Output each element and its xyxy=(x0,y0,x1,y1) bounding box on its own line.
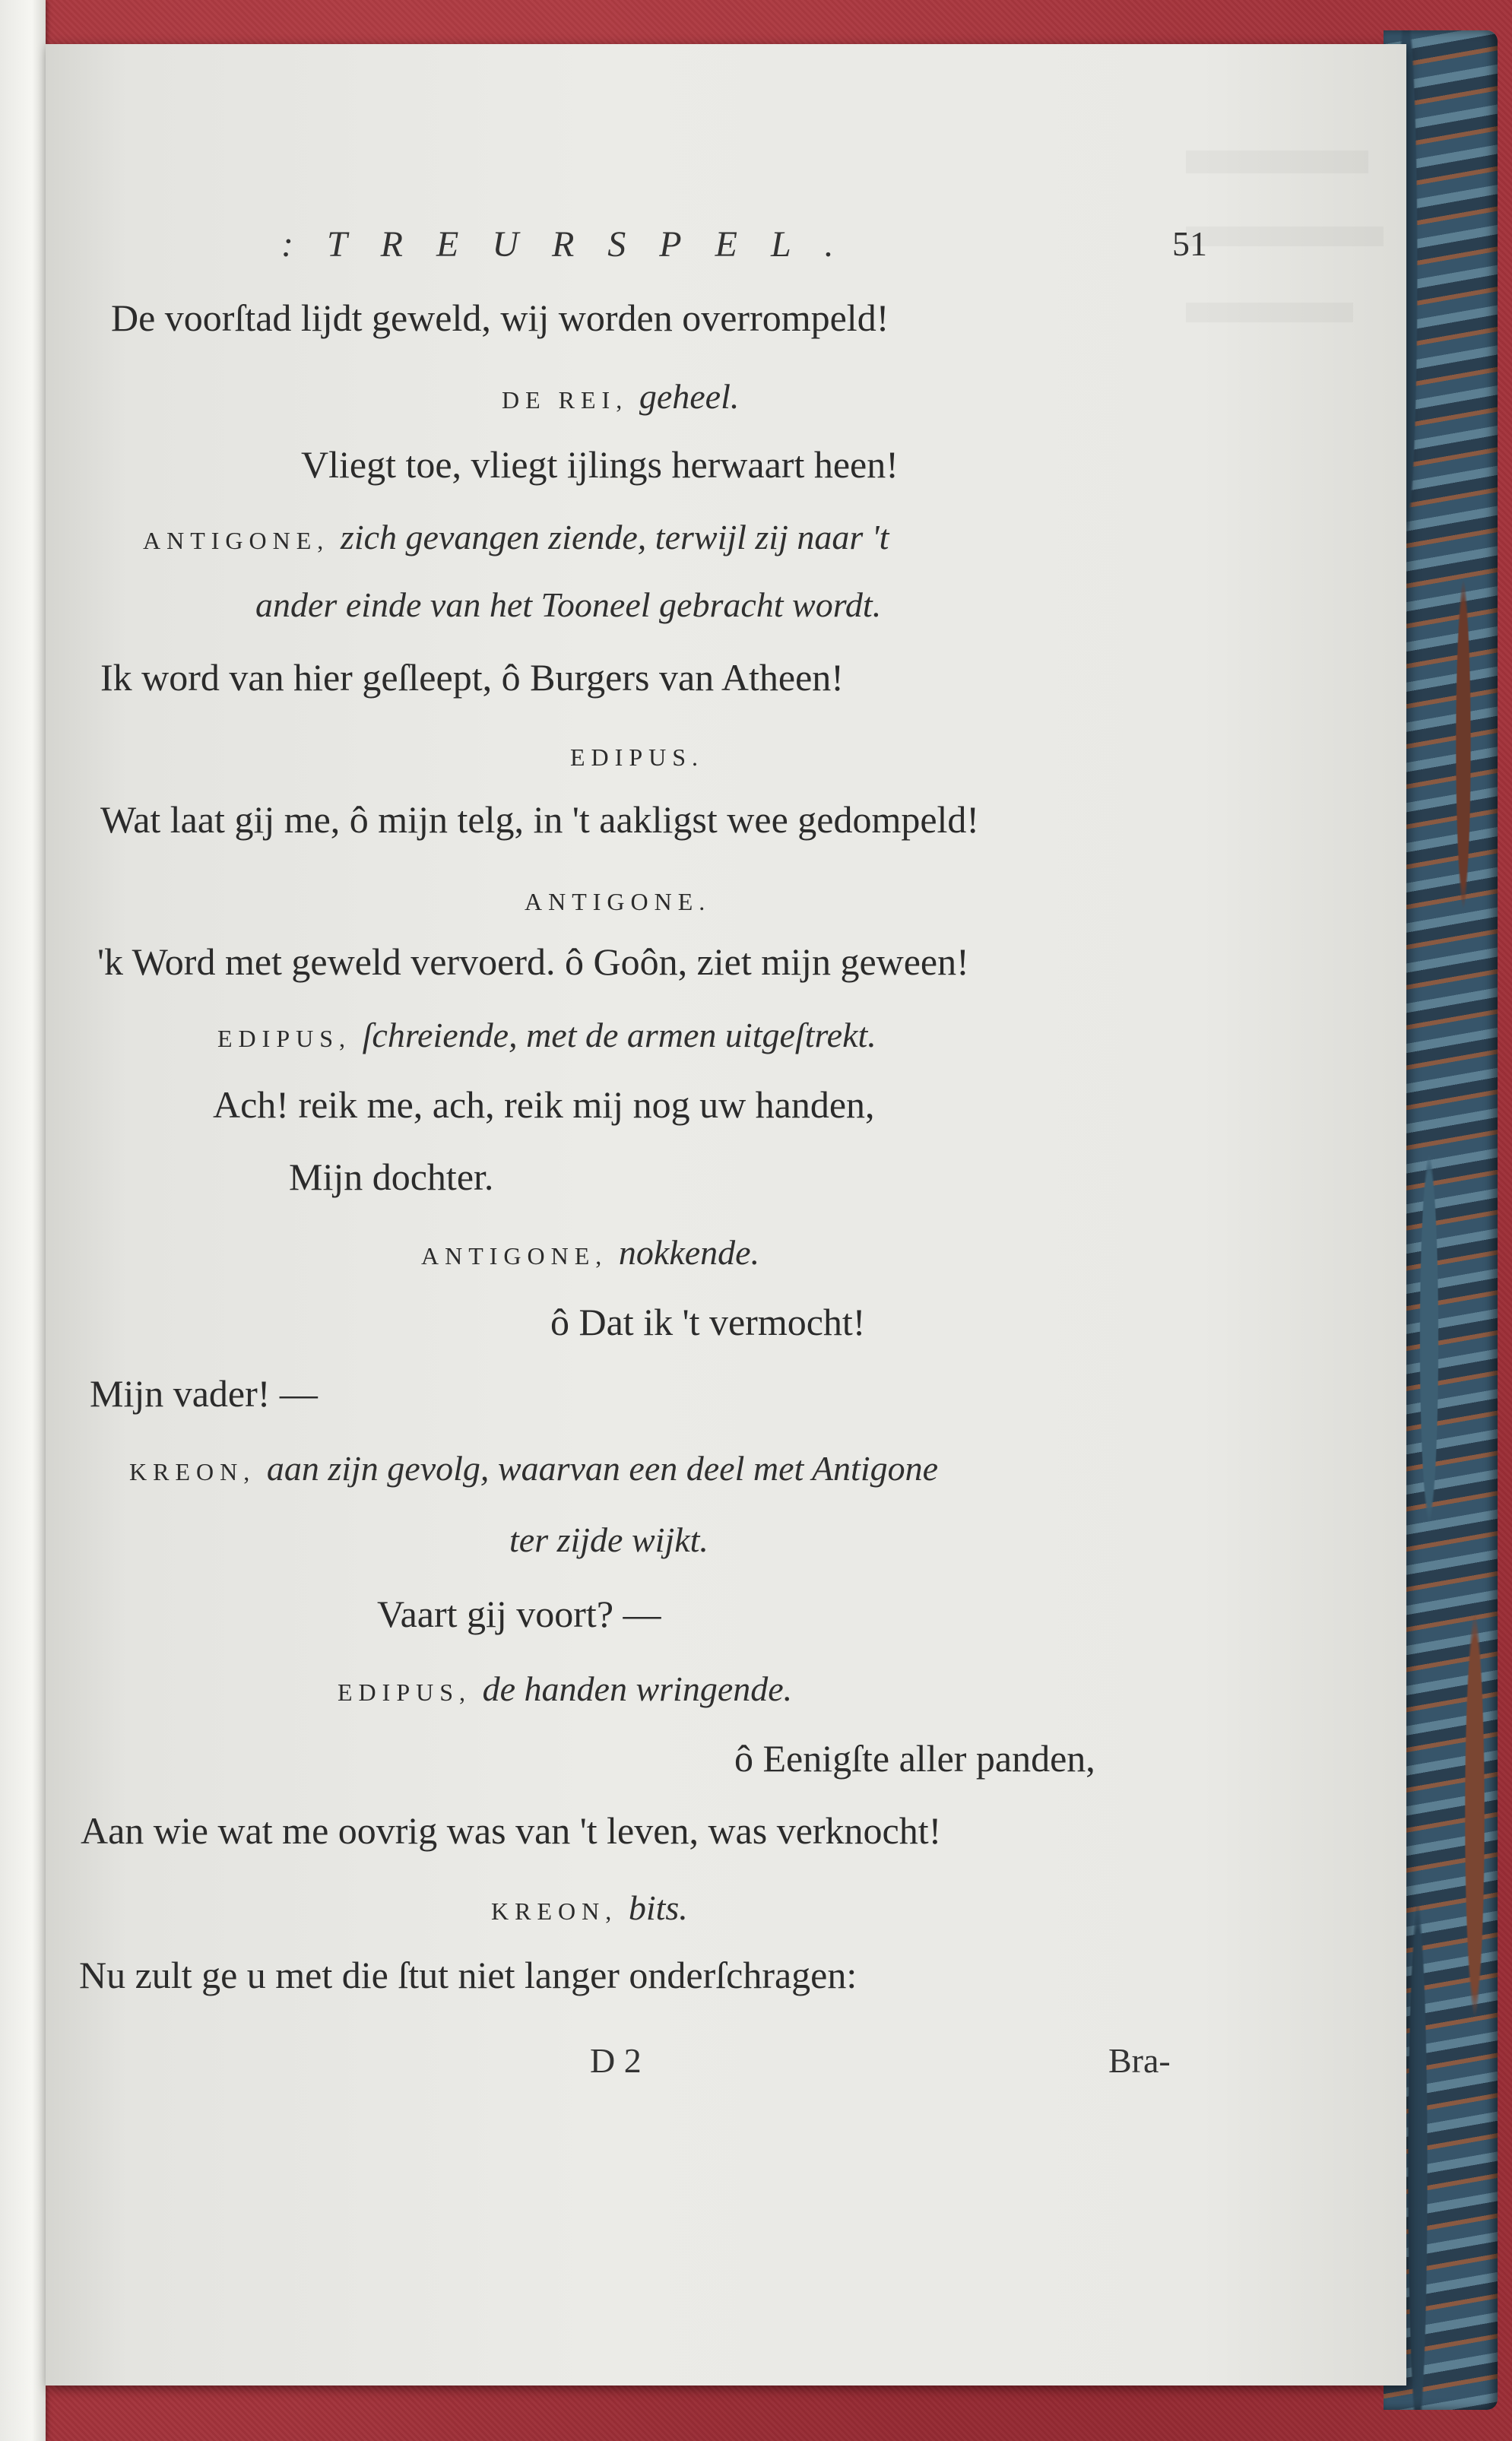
stage-direction: de handen wringende. xyxy=(482,1669,793,1708)
stage-direction: bits. xyxy=(628,1888,688,1927)
verse-line: Mijn vader! — xyxy=(90,1372,318,1415)
verse-line: Ik word van hier geſleept, ô Burgers van Atheen! xyxy=(100,656,844,699)
verse-line: Nu zult ge u met die ſtut niet langer onderſchragen: xyxy=(79,1954,857,1996)
verse-line: Mijn dochter. xyxy=(289,1156,494,1198)
verse-line: ô Dat ik 't vermocht! xyxy=(550,1301,866,1343)
speaker-name: KREON, xyxy=(129,1458,256,1485)
running-head-title: :TREURSPEL. xyxy=(281,224,867,265)
speaker-heading xyxy=(525,880,711,915)
show-through-smudge xyxy=(1186,151,1368,173)
signature-mark: D 2 xyxy=(590,2041,642,2080)
stage-direction: geheel. xyxy=(639,377,740,416)
stage-direction: nokkende. xyxy=(618,1233,760,1272)
catchword: Bra- xyxy=(1108,2041,1171,2080)
speaker-heading xyxy=(129,1450,938,1486)
verse-line: Wat laat gij me, ô mijn telg, in 't aakligst wee gedompeld! xyxy=(100,798,980,841)
speaker-name: ANTIGONE, xyxy=(421,1242,608,1270)
stage-direction: zich gevangen ziende, terwijl zij naar 't xyxy=(340,518,889,556)
verse-line: Ach! reik me, ach, reik mij nog uw handen, xyxy=(213,1083,875,1126)
verse-line: De voorſtad lijdt geweld, wij worden overrompeld! xyxy=(111,296,889,339)
speaker-heading xyxy=(421,1235,759,1270)
speaker-heading xyxy=(491,1890,688,1926)
verse-line: ô Eenigſte aller panden, xyxy=(734,1737,1095,1780)
speaker-name: EDIPUS. xyxy=(570,743,705,771)
show-through-smudge xyxy=(1186,303,1353,322)
speaker-name: EDIPUS, xyxy=(217,1025,352,1052)
speaker-heading xyxy=(338,1671,792,1707)
speaker-name: ANTIGONE. xyxy=(525,888,712,915)
speaker-name: DE REI, xyxy=(502,386,629,414)
speaker-name: ANTIGONE, xyxy=(143,527,330,554)
speaker-heading xyxy=(502,379,739,414)
stage-direction: ſchreiende, met de armen uitgeſtrekt. xyxy=(362,1016,876,1054)
verse-line: Vliegt toe, vliegt ijlings herwaart heen! xyxy=(301,443,899,486)
previous-page-edge xyxy=(0,0,46,2441)
speaker-name: EDIPUS, xyxy=(338,1679,472,1706)
book-page xyxy=(46,44,1406,2386)
speaker-heading xyxy=(570,736,704,771)
verse-line: Vaart gij voort? — xyxy=(377,1593,661,1635)
speaker-name: KREON, xyxy=(491,1897,618,1925)
verse-line: Aan wie wat me oovrig was van 't leven, was verknocht! xyxy=(81,1809,942,1852)
stage-direction: ander einde van het Tooneel gebracht wordt. xyxy=(255,585,882,624)
show-through-smudge xyxy=(1186,227,1384,246)
stage-direction: ter zijde wijkt. xyxy=(509,1520,708,1559)
page-number: 51 xyxy=(1172,224,1207,263)
speaker-heading xyxy=(143,519,889,555)
verse-line: 'k Word met geweld vervoerd. ô Goôn, ziet mijn geween! xyxy=(97,940,969,983)
stage-direction: aan zijn gevolg, waarvan een deel met Antigone xyxy=(266,1449,939,1488)
speaker-heading xyxy=(217,1017,876,1053)
